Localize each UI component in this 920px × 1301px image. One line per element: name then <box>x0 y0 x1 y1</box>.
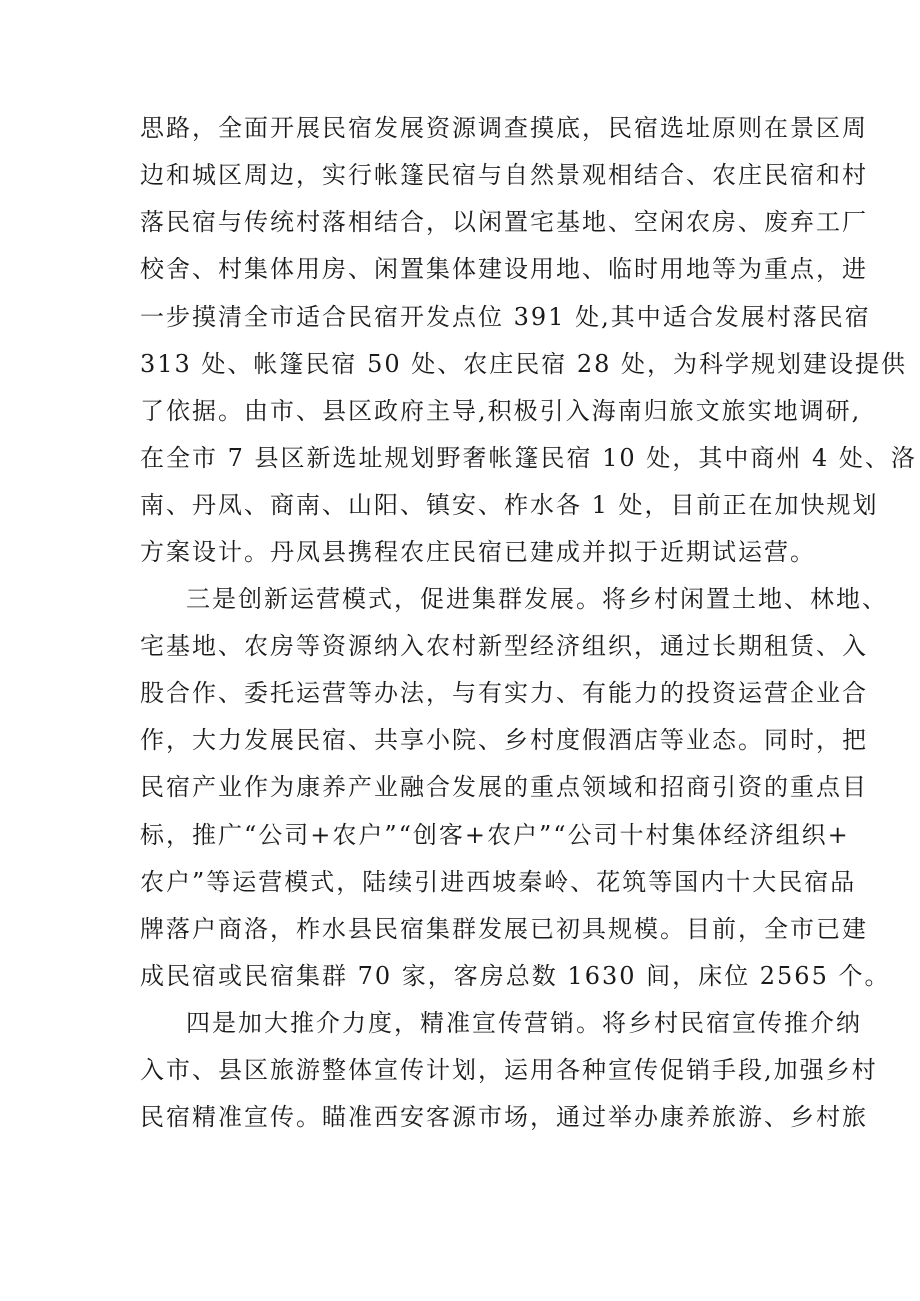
text-line: 三是创新运营模式，促进集群发展。将乡村闲置土地、林地、 <box>186 585 888 613</box>
text-line: 方案设计。丹凤县携程农庄民宿已建成并拟于近期试运营。 <box>140 538 816 566</box>
text-line: 边和城区周边，实行帐篷民宿与自然景观相结合、农庄民宿和村 <box>140 161 868 189</box>
text-line: 作，大力发展民宿、共享小院、乡村度假酒店等业态。同时，把 <box>140 726 868 754</box>
text-line: 落民宿与传统村落相结合，以闲置宅基地、空闲农房、废弃工厂 <box>140 208 868 236</box>
text-line: 宅基地、农房等资源纳入农村新型经济组织，通过长期租赁、入 <box>140 632 868 660</box>
text-line: 入市、县区旅游整体宣传计划，运用各种宣传促销手段,加强乡村 <box>140 1056 878 1084</box>
text-line: 南、丹凤、商南、山阳、镇安、柞水各 1 处，目前正在加快规划 <box>140 491 879 519</box>
text-line: 标，推广“公司+农户”“创客+农户”“公司十村集体经济组织+ <box>140 821 850 849</box>
text-line: 成民宿或民宿集群 70 家，客房总数 1630 间，床位 2565 个。 <box>140 962 891 990</box>
text-line: 农户”等运营模式，陆续引进西坡秦岭、花筑等国内十大民宿品 <box>140 868 857 896</box>
text-line: 民宿产业作为康养产业融合发展的重点领域和招商引资的重点目 <box>140 773 868 801</box>
text-line: 民宿精准宣传。瞄准西安客源市场，通过举办康养旅游、乡村旅 <box>140 1103 868 1131</box>
text-line: 校舍、村集体用房、闲置集体建设用地、临时用地等为重点，进 <box>140 255 868 283</box>
text-line: 思路，全面开展民宿发展资源调查摸底，民宿选址原则在景区周 <box>140 114 868 142</box>
text-line: 股合作、委托运营等办法，与有实力、有能力的投资运营企业合 <box>140 679 868 707</box>
text-line: 了依据。由市、县区政府主导,积极引入海南归旅文旅实地调研, <box>140 397 862 425</box>
text-line: 一步摸清全市适合民宿开发点位 391 处,其中适合发展村落民宿 <box>140 303 871 331</box>
text-line: 313 处、帐篷民宿 50 处、农庄民宿 28 处，为科学规划建设提供 <box>140 350 908 378</box>
text-line: 牌落户商洛，柞水县民宿集群发展已初具规模。目前，全市已建 <box>140 915 868 943</box>
text-line: 四是加大推介力度，精准宣传营销。将乡村民宿宣传推介纳 <box>186 1009 862 1037</box>
text-line: 在全市 7 县区新选址规划野奢帐篷民宿 10 处，其中商州 4 处、洛 <box>140 444 917 472</box>
